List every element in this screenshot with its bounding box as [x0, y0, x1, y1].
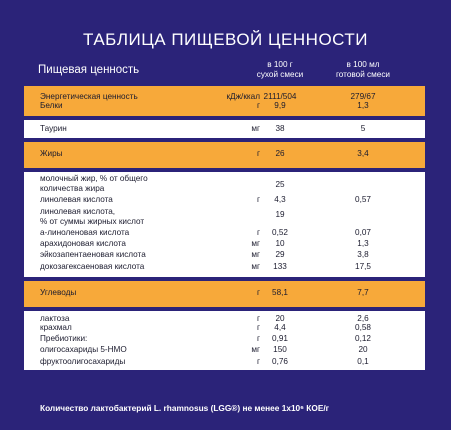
row-unit: г [257, 228, 260, 237]
row-unit: мг [251, 250, 260, 259]
row-value-dry: 20 [275, 314, 285, 323]
row-name-line2: количества жира [40, 183, 105, 193]
nutrition-header-label: Пищевая ценность [38, 64, 140, 76]
row-value-ready: 0,07 [355, 228, 371, 237]
row-name: эйкозапентаеновая кислота [40, 250, 146, 259]
row-value-ready: 3,8 [357, 250, 369, 259]
row-unit: мг [251, 239, 260, 248]
table-row [24, 207, 425, 226]
column-header-dry [240, 60, 320, 79]
column-header-ready [323, 60, 403, 79]
lactobacteria-footnote: Количество лактобактерий L. rhamnosus (LGG®) не менее 1x10⁶ КОЕ/г [40, 403, 330, 413]
row-unit: г [257, 288, 260, 297]
row-value-dry: 0,91 [272, 334, 288, 343]
column-header-ready-line2: готовой смеси [336, 69, 390, 79]
table-row [24, 174, 425, 193]
row-value-ready: 5 [360, 124, 366, 133]
row-unit: г [257, 101, 260, 110]
table-row [24, 195, 425, 205]
table-row [24, 239, 425, 249]
row-unit: кДж/ккал [226, 92, 260, 101]
row-unit: г [257, 323, 260, 332]
row-name: докозагексаеновая кислота [40, 262, 145, 271]
row-name: Пребиотики: [40, 334, 88, 343]
row-value-ready: 1,3 [357, 101, 369, 110]
row-value-dry: 4,4 [274, 323, 286, 332]
row-value-dry: 25 [275, 180, 285, 189]
row-value-dry: 9,9 [274, 101, 286, 110]
row-unit: мг [251, 262, 260, 271]
row-name: крахмал [40, 323, 72, 332]
table-row [24, 288, 425, 298]
row-value-ready: 0,57 [355, 195, 371, 204]
row-value-ready: 20 [358, 345, 368, 354]
row-value-dry: 38 [275, 124, 285, 133]
column-header-ready-line1: в 100 мл [346, 60, 380, 69]
row-name-line2: % от суммы жирных кислот [40, 216, 145, 226]
table-row [24, 101, 425, 111]
row-name: фруктоолигосахариды [40, 357, 126, 366]
table-row [24, 228, 425, 238]
row-unit: г [257, 314, 260, 323]
nutrition-table [24, 86, 425, 387]
table-row [24, 262, 425, 272]
row-value-ready: 3,4 [357, 149, 369, 158]
row-name: лактоза [40, 314, 70, 323]
row-value-ready: 2,6 [357, 314, 369, 323]
row-name: Таурин [40, 124, 67, 133]
row-value-ready: 7,7 [357, 288, 369, 297]
column-header-dry-line2: сухой смеси [256, 69, 304, 79]
row-name: линолевая кислота [40, 195, 113, 204]
row-value-dry: 0,76 [272, 357, 288, 366]
row-unit: мг [251, 124, 260, 133]
row-value-ready: 17,5 [355, 262, 371, 271]
row-value-ready: 0,58 [355, 323, 371, 332]
row-value-dry: 0,52 [272, 228, 288, 237]
row-unit: мг [251, 345, 260, 354]
row-unit: г [257, 357, 260, 366]
row-name [40, 174, 200, 193]
row-value-dry: 29 [275, 250, 285, 259]
row-name-line1: линолевая кислота, [40, 207, 116, 216]
row-value-dry: 58,1 [272, 288, 288, 297]
row-value-dry: 19 [275, 210, 285, 219]
row-name: олигосахариды 5-HMO [40, 345, 127, 354]
page-title: ТАБЛИЦА ПИЩЕВОЙ ЦЕННОСТИ [83, 30, 368, 49]
row-unit: г [257, 149, 260, 158]
column-header-dry-line1: в 100 г [267, 60, 293, 69]
row-value-ready: 279/67 [350, 92, 376, 101]
table-row [24, 124, 425, 134]
row-name [40, 207, 200, 226]
row-unit: г [257, 195, 260, 204]
row-name: а-линоленовая кислота [40, 228, 130, 237]
row-value-dry: 150 [273, 345, 287, 354]
row-value-dry: 26 [275, 149, 285, 158]
row-name: Жиры [40, 149, 63, 158]
row-name: арахидоновая кислота [40, 239, 126, 248]
row-value-dry: 10 [275, 239, 285, 248]
row-value-dry: 133 [273, 262, 287, 271]
table-row [24, 323, 425, 333]
row-value-ready: 0,1 [357, 357, 369, 366]
table-row [24, 357, 425, 367]
row-value-ready: 1,3 [357, 239, 369, 248]
row-value-ready: 0,12 [355, 334, 371, 343]
table-row [24, 149, 425, 159]
row-name: Энергетическая ценность [40, 92, 138, 101]
row-value-dry: 2111/504 [263, 92, 297, 101]
row-value-dry: 4,3 [274, 195, 286, 204]
row-unit: г [257, 334, 260, 343]
row-name-line1: молочный жир, % от общего [40, 174, 148, 183]
row-name: Белки [40, 101, 63, 110]
table-row [24, 345, 425, 355]
table-row [24, 250, 425, 260]
row-name: Углеводы [40, 288, 77, 297]
table-row [24, 334, 425, 344]
